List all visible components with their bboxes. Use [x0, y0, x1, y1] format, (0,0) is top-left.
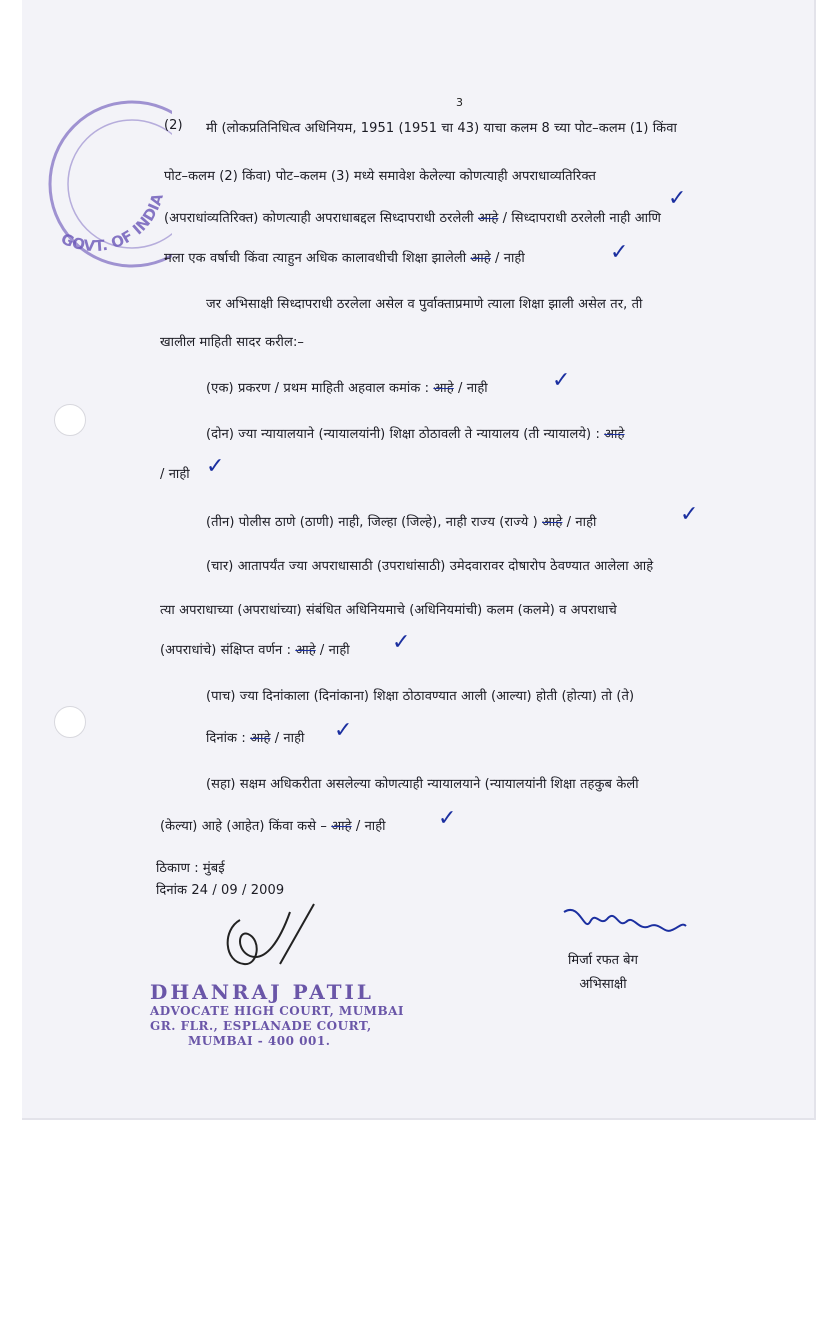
stamp-line2: ADVOCATE HIGH COURT, MUMBAI [150, 1004, 405, 1018]
item-four-line3: (अपराधांचे) संक्षिप्त वर्णन : आहे / नाही [160, 643, 350, 658]
item-five-line2: दिनांक : आहे / नाही [206, 731, 305, 746]
para2-line4 [164, 248, 525, 266]
intro-line2: खालील माहिती सादर करील:– [160, 335, 305, 350]
para2-line3-struck: आहे [478, 211, 499, 226]
deponent-signature [560, 892, 690, 952]
intro-line1: जर अभिसाक्षी सिध्दापराधी ठरलेला असेल व पुर्वाक्ताप्रमाणे त्याला शिक्षा झाली असेल तर, ती [206, 297, 643, 312]
checkmark-icon: ✓ [334, 718, 353, 743]
page-number: 3 [456, 96, 463, 109]
deponent-role: अभिसाक्षी [579, 977, 627, 992]
para2-line2: पोट–कलम (2) किंवा) पोट–कलम (3) मध्ये समावेश केलेल्या कोणत्याही अपराधाव्यतिरिक्त [164, 169, 597, 184]
para2-line3 [164, 208, 661, 226]
stamp-line3: GR. FLR., ESPLANADE COURT, [150, 1019, 372, 1033]
para2-line4-a: मला एक वर्षाची किंवा त्याहुन अधिक कालावधीची शिक्षा झालेली [164, 251, 471, 266]
govt-seal-stamp [40, 92, 172, 276]
place-line: ठिकाण : मुंबई [156, 861, 225, 876]
item-one: (एक) प्रकरण / प्रथम माहिती अहवाल कमांक : आहे / नाही [206, 381, 488, 396]
deponent-name: मिर्जा रफत बेग [568, 953, 638, 968]
item-two-line1: (दोन) ज्या न्यायालयाने (न्यायालयांनी) शिक्षा ठोठावली ते न्यायालय (ती न्यायालये) : आहे [206, 427, 625, 442]
stamp-name: DHANRAJ PATIL [150, 980, 374, 1004]
item-six-line1: (सहा) सक्षम अधिकरीता असलेल्या कोणत्याही न्यायालयाने (न्यायालयांनी शिक्षा तहकुब केली [206, 777, 639, 792]
checkmark-icon: ✓ [668, 186, 687, 211]
deponent-block [568, 950, 638, 998]
date-line: दिनांक 24 / 09 / 2009 [156, 883, 285, 898]
punch-hole-top [54, 404, 86, 436]
stamp-line4: MUMBAI - 400 001. [188, 1034, 331, 1048]
punch-hole-bottom [54, 706, 86, 738]
para2-line4-b: / नाही [490, 251, 525, 266]
para2-line3-b: / सिध्दापराधी ठरलेली नाही आणि [498, 211, 661, 226]
item-five-line1: (पाच) ज्या दिनांकाला (दिनांकाना) शिक्षा ठोठावण्यात आली (आल्या) होती (होत्या) तो (ते) [206, 689, 635, 704]
seal-text: GOVT. OF INDIA [58, 191, 167, 256]
para2-line4-struck: आहे [470, 251, 491, 266]
item-two-line2: / नाही [160, 467, 190, 482]
item-six-line2: (केल्या) आहे (आहेत) किंवा कसे – आहे / नाही [160, 819, 386, 834]
para2-line3-a: (अपराधांव्यतिरिक्त) कोणत्याही अपराधाबद्दल सिध्दापराधी ठरलेली [164, 211, 478, 226]
advocate-signature [210, 900, 330, 980]
item-four-line1: (चार) आतापर्यंत ज्या अपराधासाठी (उपराधांसाठी) उमेदवारावर दोषारोप ठेवण्यात आलेला आहे [206, 559, 654, 574]
checkmark-icon: ✓ [680, 502, 699, 527]
para2-line1: मी (लोकप्रतिनिधित्व अधिनियम, 1951 (1951 चा 43) याचा कलम 8 च्या पोट–कलम (1) किंवा [206, 121, 677, 136]
checkmark-icon: ✓ [610, 240, 629, 265]
checkmark-icon: ✓ [206, 454, 225, 479]
page-bottom-margin [0, 1120, 816, 1344]
checkmark-icon: ✓ [392, 630, 411, 655]
advocate-stamp [150, 982, 404, 1047]
checkmark-icon: ✓ [552, 368, 571, 393]
item-three: (तीन) पोलीस ठाणे (ठाणी) नाही, जिल्हा (जिल्हे), नाही राज्य (राज्ये ) आहे / नाही [206, 515, 597, 530]
checkmark-icon: ✓ [438, 806, 457, 831]
item-four-line2: त्या अपराधाच्या (अपराधांच्या) संबंधित अधिनियमाचे (अधिनियमांची) कलम (कलमे) व अपराधाचे [160, 603, 617, 618]
para2-marker: (2) [164, 118, 183, 133]
